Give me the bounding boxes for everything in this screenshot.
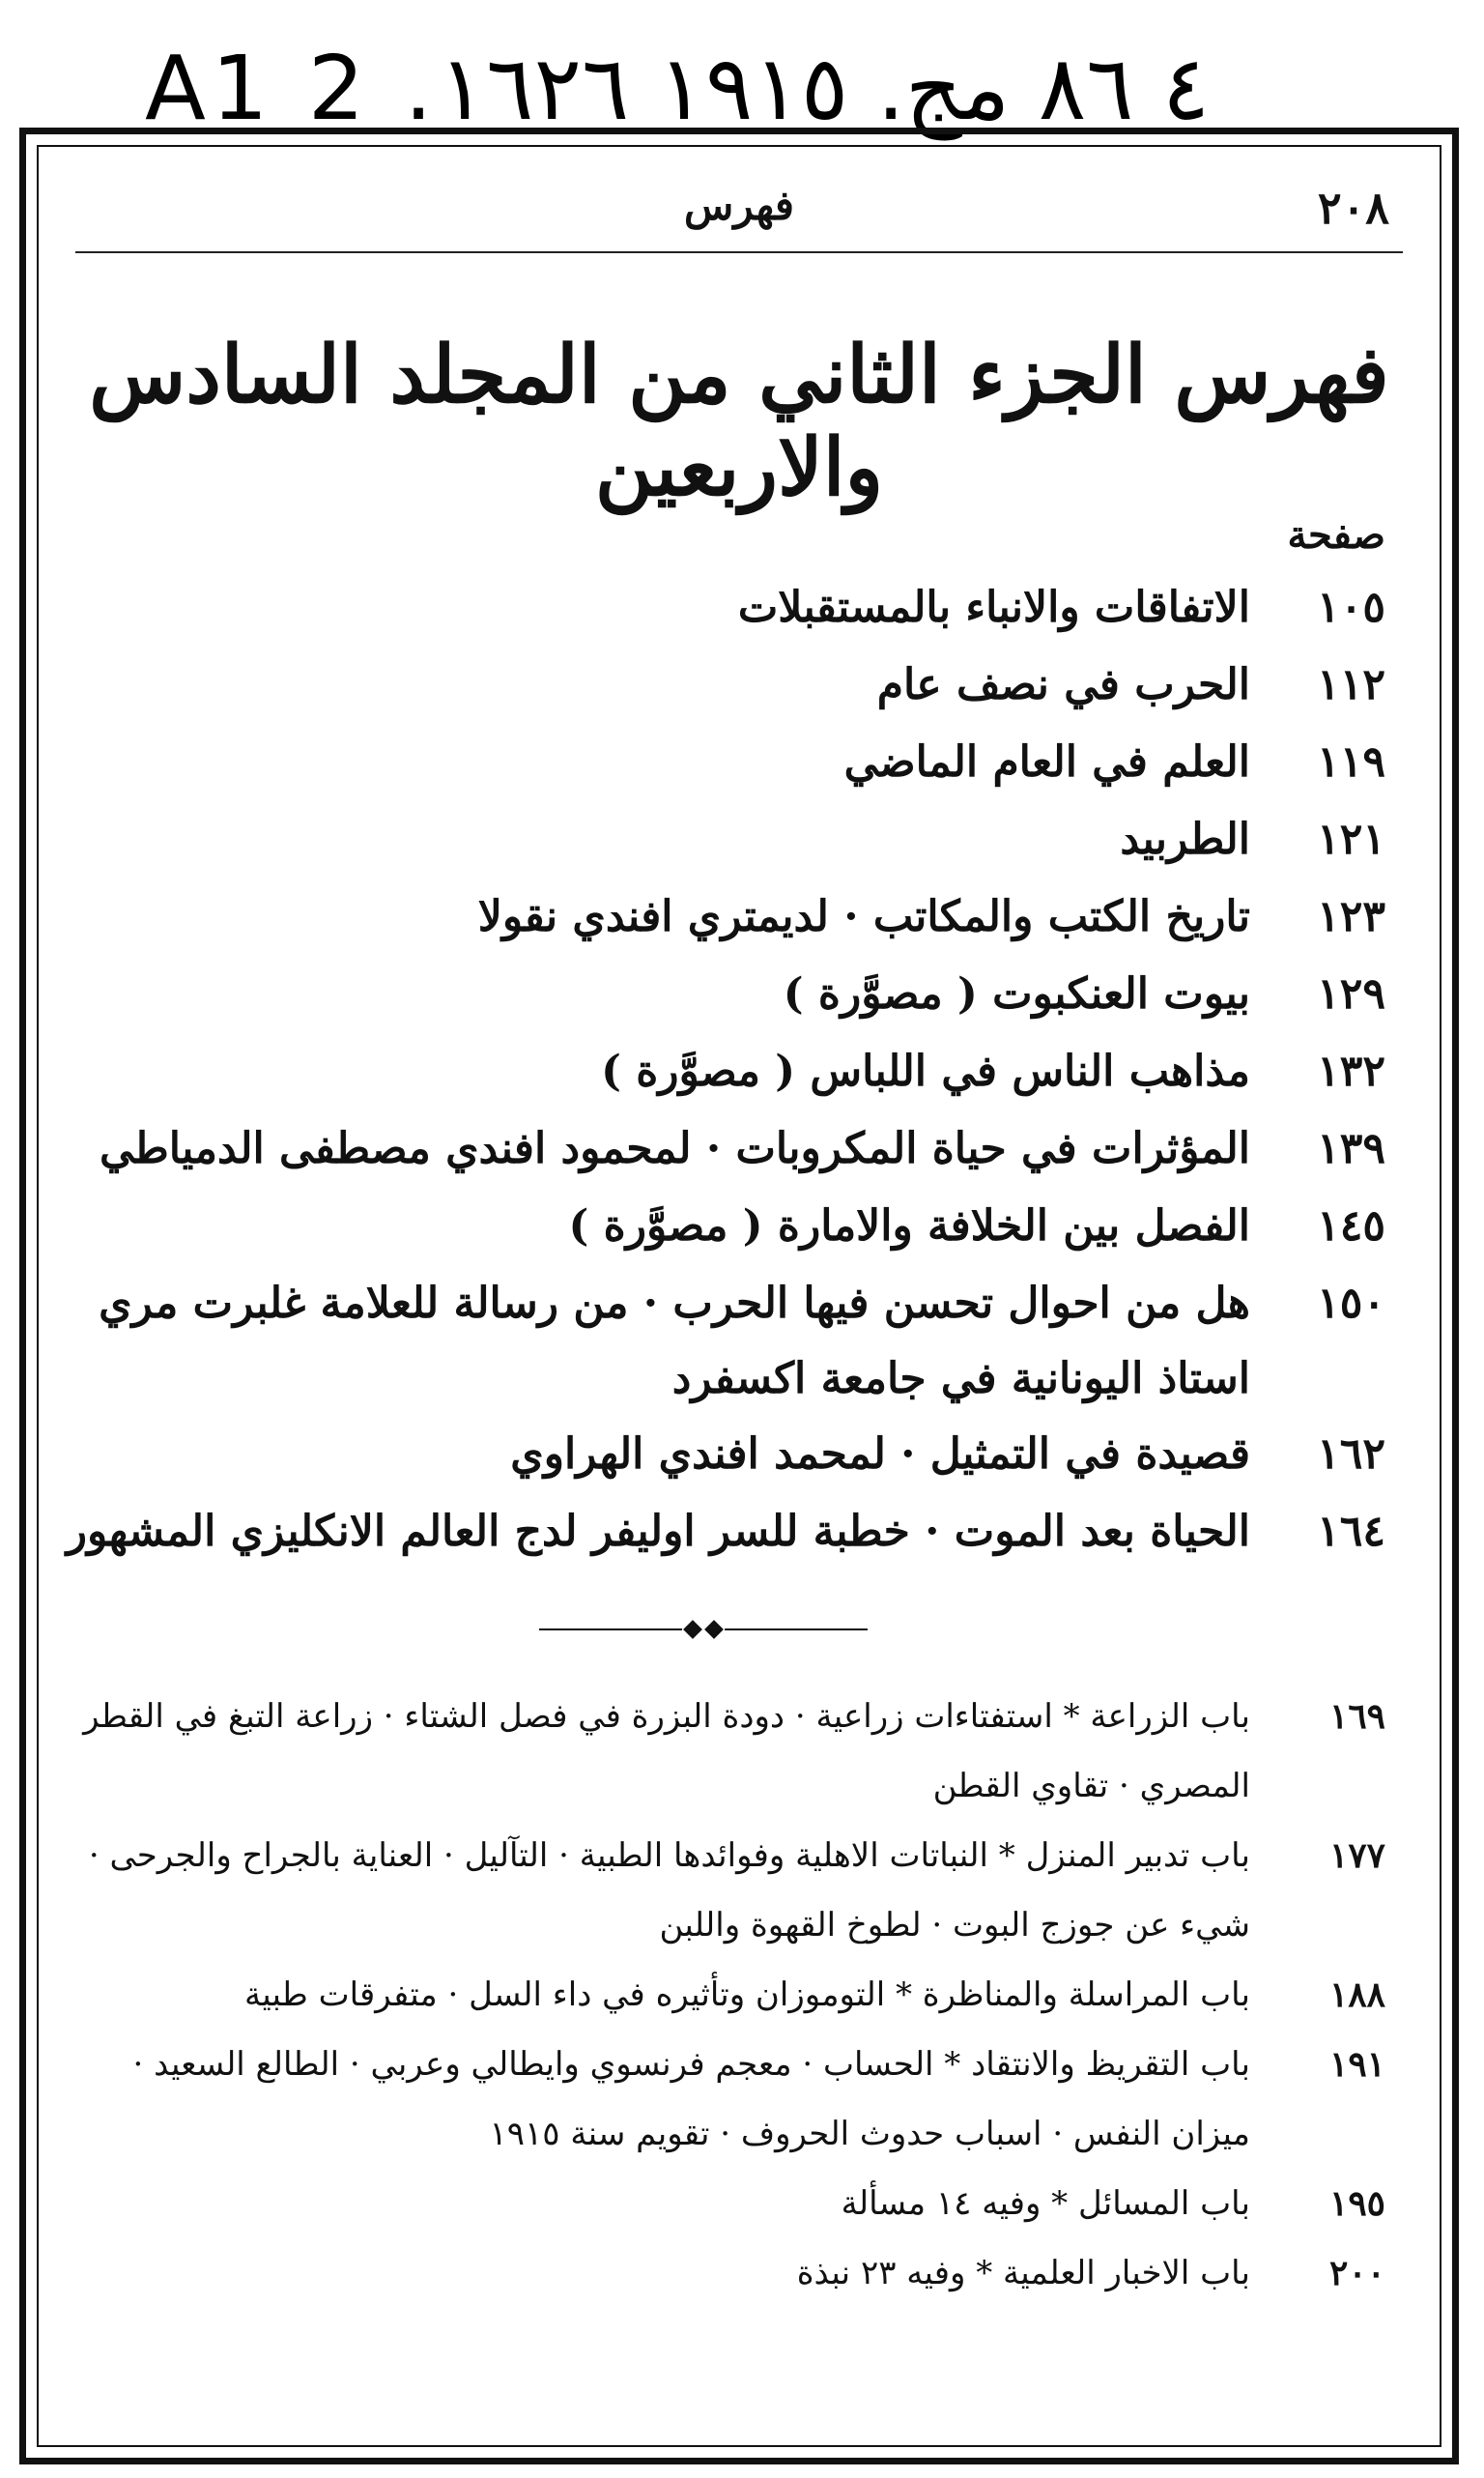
page-column-label: صفحة: [1287, 512, 1385, 558]
running-head: فهرس: [684, 182, 794, 229]
list-item: [66, 1111, 1385, 1189]
section-page-number: ١٨٨: [1328, 1974, 1385, 2015]
entry-page-number: ١٢٣: [1317, 892, 1385, 941]
table-of-contents: [66, 570, 1385, 1571]
page-number: ٢٠٨: [1317, 182, 1389, 234]
divider-line: [725, 1628, 868, 1630]
divider-line: [539, 1628, 682, 1630]
list-item: [66, 1494, 1385, 1571]
entry-title: الفصل بين الخلافة والامارة ( مصوَّرة ): [568, 1201, 1250, 1251]
entry-page-number: ١٦٤: [1317, 1507, 1385, 1556]
list-item: [66, 1189, 1385, 1266]
section-page-number: ١٧٧: [1328, 1835, 1385, 1876]
entry-page-number: ١٢١: [1317, 815, 1385, 864]
entry-page-number: ١٣٢: [1317, 1047, 1385, 1096]
entry-title: الحرب في نصف عام: [876, 660, 1250, 709]
entry-title: هل من احوال تحسن فيها الحرب · من رسالة للعلامة غلبرت مري استاذ اليونانية في جامعة اكسفرد: [99, 1279, 1250, 1403]
page-header: [75, 182, 1403, 253]
entry-page-number: ١٢٩: [1317, 969, 1385, 1019]
list-item: [66, 725, 1385, 802]
entry-title: المؤثرات في حياة المكروبات · لمحمود افندي مصطفى الدمياطي: [100, 1124, 1250, 1173]
entry-title: الاتفاقات والانباء بالمستقبلات: [737, 583, 1250, 632]
entry-title: قصيدة في التمثيل · لمحمد افندي الهراوي: [510, 1429, 1250, 1479]
list-item: [66, 1266, 1385, 1417]
list-item: [66, 2169, 1385, 2238]
handwritten-catalog-note: A1 2 .٤ ٨٦ مج. ١٩١٥ ١٦٢٦: [145, 37, 1211, 140]
section-page-number: ١٩٥: [1328, 2183, 1385, 2224]
ornamental-divider: [539, 1622, 868, 1637]
list-item: [66, 1417, 1385, 1494]
list-item: [66, 879, 1385, 957]
section-title: باب التقريظ والانتقاد * الحساب · معجم فرنسوي وايطالي وعربي · الطالع السعيد · ميزان النفس · اسباب حدوث الحروف · تقويم سنة ١٩١٥: [132, 2045, 1250, 2153]
section-title: باب الاخبار العلمية * وفيه ٢٣ نبذة: [796, 2254, 1250, 2292]
section-title: باب المسائل * وفيه ١٤ مسألة: [841, 2184, 1250, 2223]
section-page-number: ١٩١: [1328, 2044, 1385, 2085]
list-item: [66, 802, 1385, 879]
list-item: [66, 2238, 1385, 2308]
list-item: [66, 1034, 1385, 1111]
list-item: [66, 1821, 1385, 1960]
entry-page-number: ١٥٠: [1317, 1279, 1385, 1328]
section-page-number: ٢٠٠: [1328, 2253, 1385, 2293]
list-item: [66, 1960, 1385, 2030]
entry-page-number: ١١٢: [1317, 660, 1385, 709]
sections-list: [66, 1682, 1385, 2308]
entry-title: الطربيد: [1120, 815, 1250, 864]
entry-title: العلم في العام الماضي: [843, 737, 1250, 787]
list-item: [66, 1682, 1385, 1821]
entry-page-number: ١٠٥: [1317, 583, 1385, 632]
divider-diamond: [683, 1620, 702, 1639]
section-title: باب تدبير المنزل * النباتات الاهلية وفوائدها الطبية · التآليل · العناية بالجراح والجرحى · شيء عن جوزج البوت · لطوخ القهوة واللبن: [88, 1836, 1250, 1945]
entry-title: بيوت العنكبوت ( مصوَّرة ): [783, 969, 1250, 1019]
section-title: باب الزراعة * استفتاءات زراعية · دودة البزرة في فصل الشتاء · زراعة التبغ في القطر المصري · تقاوي القطن: [83, 1697, 1250, 1805]
index-page: [37, 145, 1441, 2447]
list-item: [66, 2030, 1385, 2169]
list-item: [66, 957, 1385, 1034]
page-title: فهرس الجزء الثاني من المجلد السادس والاربعين: [89, 329, 1389, 514]
divider-diamond: [704, 1620, 724, 1639]
section-title: باب المراسلة والمناظرة * التوموزان وتأثيره في داء السل · متفرقات طبية: [244, 1975, 1250, 2014]
entry-title: مذاهب الناس في اللباس ( مصوَّرة ): [601, 1047, 1250, 1096]
entry-title: تاريخ الكتب والمكاتب · لديمتري افندي نقولا: [477, 892, 1250, 941]
entry-page-number: ١٤٥: [1317, 1201, 1385, 1251]
entry-page-number: ١٦٢: [1317, 1429, 1385, 1479]
entry-title: الحياة بعد الموت · خطبة للسر اوليفر لدج العالم الانكليزي المشهور: [66, 1507, 1250, 1556]
list-item: [66, 648, 1385, 725]
entry-page-number: ١١٩: [1317, 737, 1385, 787]
entry-page-number: ١٣٩: [1317, 1124, 1385, 1173]
section-page-number: ١٦٩: [1328, 1696, 1385, 1737]
list-item: [66, 570, 1385, 648]
